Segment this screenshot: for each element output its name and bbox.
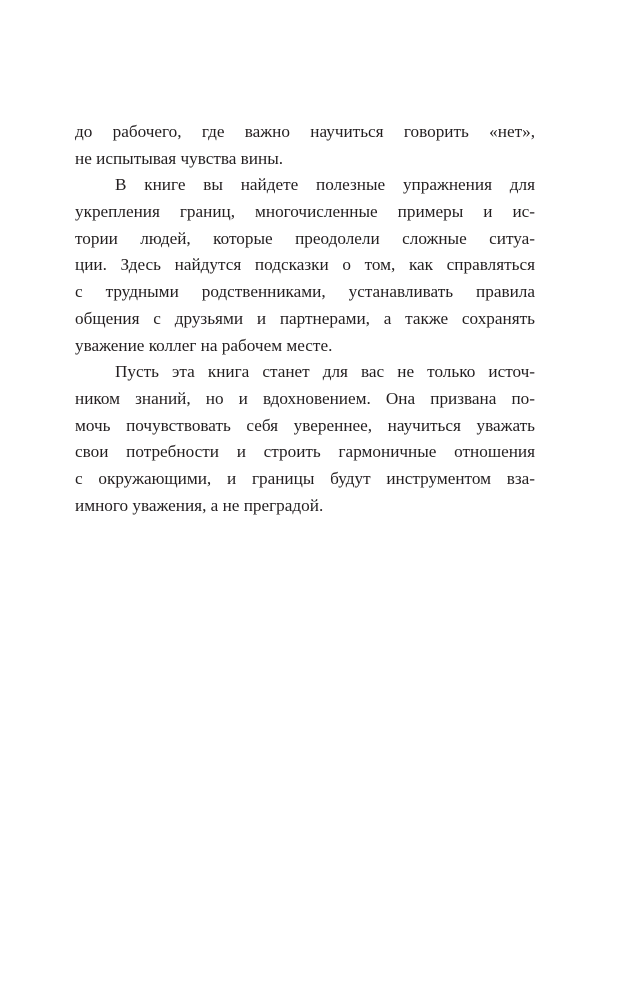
text-line: до рабочего, где важно научиться говорить «нет», — [75, 122, 535, 141]
text-line: укрепления границ, многочисленные примеры и ис- — [75, 202, 535, 222]
paragraph-continuation — [75, 119, 535, 172]
paragraph-book-purpose — [75, 359, 535, 519]
text-line: уважение коллег на рабочем месте. — [75, 335, 333, 355]
text-line: общения с друзьями и партнерами, а также сохранять — [75, 308, 535, 328]
body-text — [75, 119, 535, 519]
text-line: В книге вы найдете полезные упражнения для — [115, 175, 535, 195]
text-line: свои потребности и строить гармоничные отношения — [75, 442, 535, 462]
text-line: мочь почувствовать себя увереннее, научиться уважать — [75, 415, 535, 435]
text-line: Пусть эта книга станет для вас не только источ- — [115, 362, 535, 382]
text-line: имного уважения, а не преградой. — [75, 495, 324, 515]
text-line: с трудными родственниками, устанавливать правила — [75, 282, 535, 302]
paragraph-book-contents — [75, 172, 535, 359]
text-line: тории людей, которые преодолели сложные ситуа- — [75, 228, 535, 248]
text-line: ником знаний, но и вдохновением. Она призвана по- — [75, 388, 535, 408]
text-line: с окружающими, и границы будут инструментом вза- — [75, 468, 535, 488]
text-line: не испытывая чувства вины. — [75, 148, 284, 168]
text-line: ции. Здесь найдутся подсказки о том, как справляться — [75, 255, 535, 275]
